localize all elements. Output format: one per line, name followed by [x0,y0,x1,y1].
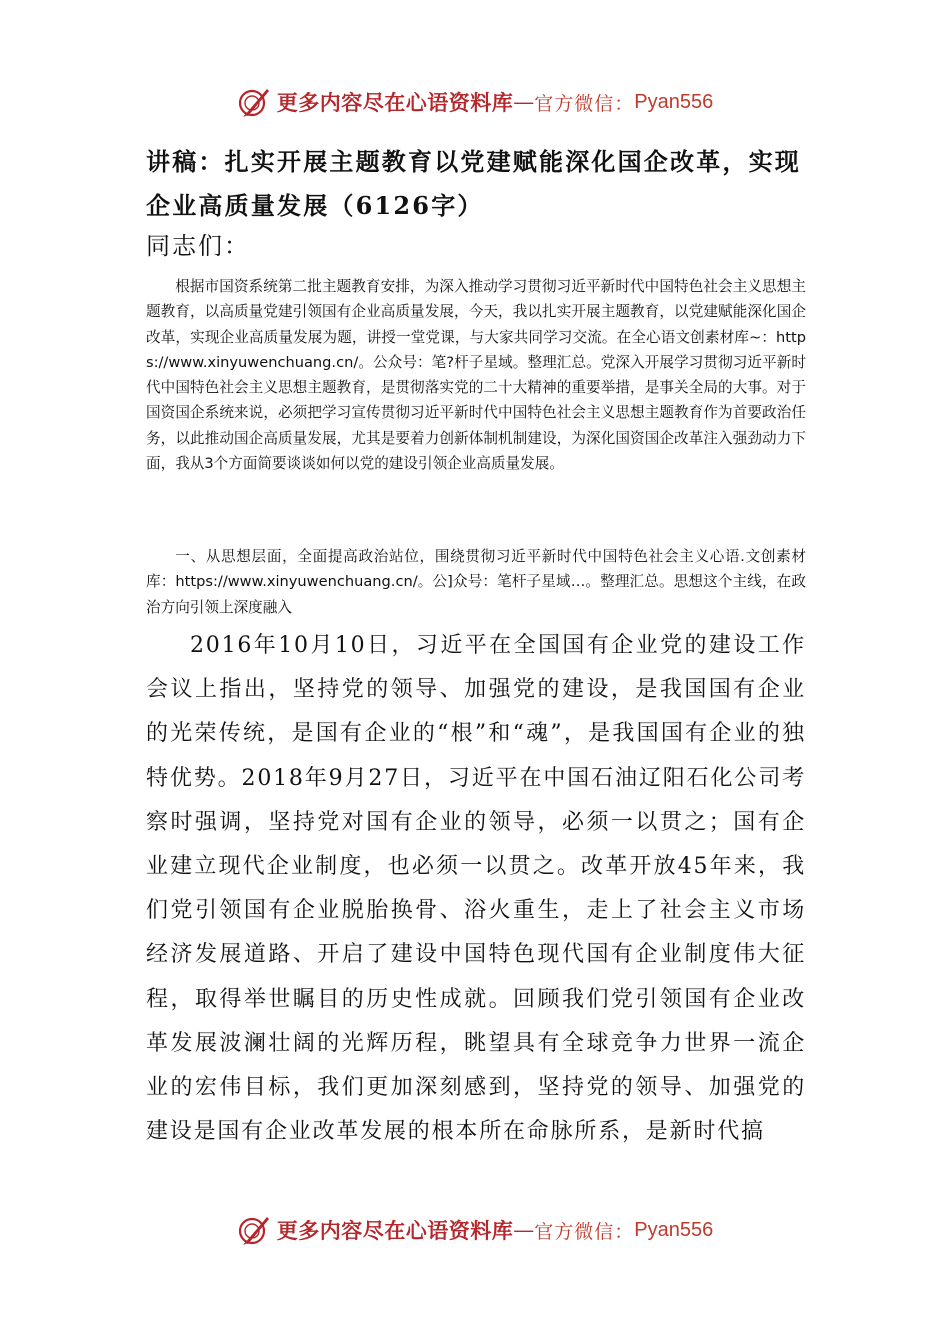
banner-wechat-id: Pyan556 [634,90,714,113]
banner-text: 更多内容尽在心语资料库 [276,1218,514,1243]
banner-text: 更多内容尽在心语资料库 [276,90,514,115]
paragraph-intro: 根据市国资系统第二批主题教育安排，为深入推动学习贯彻习近平新时代中国特色社会主义思想主题教育，以高质量党建引领国有企业高质量发展，今天，我以扎实开展主题教育，以党建赋能深化国企改革，实现企业高质量发展为题，讲授一堂党课，与大家共同学习交流。在全心语文创素材库~：https://www.xinyuwenchuang.cn/。公众号：笔?杆子星域。整理汇总。党深入开展学习贯彻习近平新时代中国特色社会主义思想主题教育，是贯彻落实党的二十大精神的重要举措，是事关全局的大事。对于国资国企系统来说，必须把学习宣传贯彻习近平新时代中国特色社会主义思想主题教育作为首要政治任务，以此推动国企高质量发展，尤其是要着力创新体制机制建设，为深化国资国企改革注入强劲动力下面，我从3个方面简要谈谈如何以党的建设引领企业高质量发展。 [146,278,806,473]
banner-wechat-label: 官方微信： [534,1220,635,1243]
paragraph-section-heading: 一、从思想层面，全面提高政治站位，围绕贯彻习近平新时代中国特色社会主义心语.文创素材库：https://www.xinyuwenchuang.cn/。公]众号：笔杆子星域…。整理汇总。思想这个主线，在政治方向引领上深度融入 [146,548,806,616]
pen-logo-icon [237,85,271,119]
banner-dash: — [513,90,535,114]
banner-wechat-label: 官方微信： [534,92,635,115]
paragraph-body: 2016年10月10日，习近平在全国国有企业党的建设工作会议上指出，坚持党的领导、加强党的建设，是我国国有企业的光荣传统，是国有企业的“根”和“魂”，是我国国有企业的独特优势。2018年9月27日，习近平在中国石油辽阳石化公司考察时强调，坚持党对国有企业的领导，必须一以贯之；国有企业建立现代企业制度，也必须一以贯之。改革开放45年来，我们党引领国有企业脱胎换骨、浴火重生，走上了社会主义市场经济发展道路、开启了建设中国特色现代国有企业制度伟大征程，取得举世瞩目的历史性成就。回顾我们党引领国有企业改革发展波澜壮阔的光辉历程，眺望具有全球竞争力世界一流企业的宏伟目标，我们更加深刻感到，坚持党的领导、加强党的建设是国有企业改革发展的根本所在命脉所系，是新时代搞 [146,633,806,1145]
banner-wechat-id: Pyan556 [634,1218,714,1241]
pen-logo-icon [237,1213,271,1247]
header-banner [0,82,950,122]
banner-dash: — [513,1218,535,1242]
footer-banner [0,1210,950,1250]
greeting: 同志们： [146,232,250,260]
document-title: 讲稿：扎实开展主题教育以党建赋能深化国企改革，实现企业高质量发展（6126字） [146,147,801,220]
